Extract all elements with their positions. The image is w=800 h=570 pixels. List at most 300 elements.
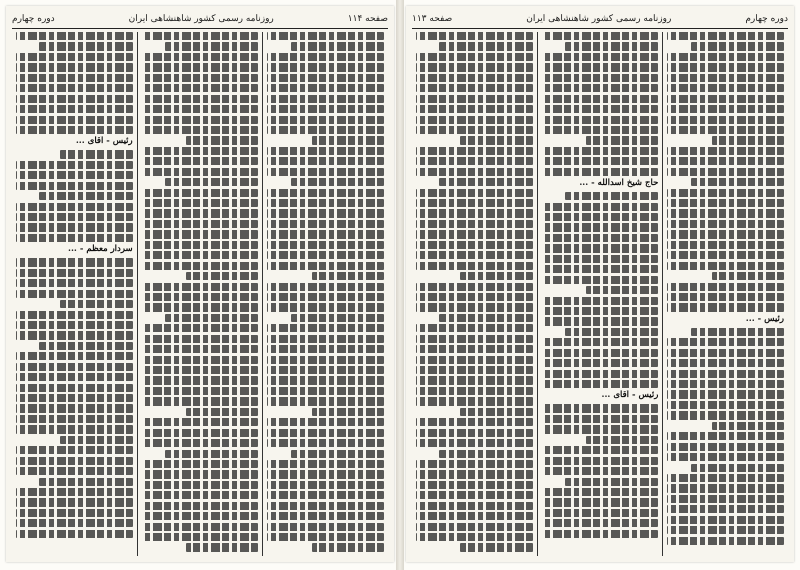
text-line <box>416 512 533 520</box>
text-line <box>16 509 133 517</box>
text-line <box>142 95 259 103</box>
text-line <box>291 178 384 186</box>
text-line <box>142 147 259 155</box>
left-page-title: روزنامه رسمی کشور شاهنشاهی ایران <box>128 14 274 24</box>
text-line <box>542 425 659 433</box>
text-line <box>667 157 784 165</box>
text-line <box>186 408 258 416</box>
text-line <box>542 519 659 527</box>
text-line <box>142 418 259 426</box>
text-line <box>267 523 384 531</box>
text-line <box>667 349 784 357</box>
text-line <box>16 116 133 124</box>
text-line <box>667 401 784 409</box>
text-line <box>542 509 659 517</box>
text-line <box>16 84 133 92</box>
text-line <box>267 376 384 384</box>
text-line <box>586 436 658 444</box>
text-line <box>542 223 659 231</box>
text-line <box>416 95 533 103</box>
text-line <box>667 537 784 545</box>
right-page-header <box>412 10 788 29</box>
text-line <box>16 182 133 190</box>
text-line <box>542 203 659 211</box>
text-line <box>312 408 384 416</box>
text-line <box>667 443 784 451</box>
text-line <box>165 314 258 322</box>
right-page-issue: دوره چهارم <box>745 14 788 24</box>
left-page-header <box>12 10 388 29</box>
right-column-2 <box>538 32 664 556</box>
text-line <box>439 42 532 50</box>
text-line <box>542 370 659 378</box>
text-line <box>416 84 533 92</box>
text-line <box>267 84 384 92</box>
text-line <box>667 32 784 40</box>
text-line <box>416 168 533 176</box>
text-line <box>16 384 133 392</box>
text-line <box>16 446 133 454</box>
text-line <box>460 543 532 551</box>
text-line <box>416 209 533 217</box>
text-line <box>667 199 784 207</box>
section-heading: حاج شیخ اسدالله - ... <box>579 178 659 189</box>
text-line <box>142 481 259 489</box>
text-line <box>312 272 384 280</box>
text-line <box>416 32 533 40</box>
text-line <box>667 168 784 176</box>
section-heading: رئیس - آقای ... <box>601 390 659 401</box>
text-line <box>312 543 384 551</box>
text-line <box>542 255 659 263</box>
text-line <box>186 543 258 551</box>
text-line <box>667 432 784 440</box>
text-line <box>416 63 533 71</box>
text-line <box>416 283 533 291</box>
text-line <box>542 244 659 252</box>
text-line <box>416 533 533 541</box>
text-line <box>586 136 658 144</box>
text-line <box>142 189 259 197</box>
text-line <box>142 74 259 82</box>
text-line <box>16 467 133 475</box>
text-line <box>142 470 259 478</box>
text-line <box>460 408 532 416</box>
text-line <box>16 53 133 61</box>
text-line <box>267 262 384 270</box>
text-line <box>667 189 784 197</box>
text-line <box>16 311 133 319</box>
text-line <box>667 526 784 534</box>
text-line <box>416 429 533 437</box>
text-line <box>542 147 659 155</box>
text-line <box>416 293 533 301</box>
text-line <box>16 95 133 103</box>
text-line <box>542 415 659 423</box>
text-line <box>267 126 384 134</box>
text-line <box>186 136 258 144</box>
text-line <box>267 335 384 343</box>
left-page-number: صفحه ۱۱۴ <box>347 14 388 24</box>
text-line <box>667 338 784 346</box>
text-line <box>142 303 259 311</box>
text-line <box>416 241 533 249</box>
text-line <box>16 404 133 412</box>
left-column-3 <box>12 32 138 556</box>
text-line <box>142 32 259 40</box>
text-line <box>667 484 784 492</box>
text-line <box>142 512 259 520</box>
text-line <box>691 328 784 336</box>
text-line <box>542 338 659 346</box>
text-line <box>416 147 533 155</box>
text-line <box>142 345 259 353</box>
text-line <box>16 279 133 287</box>
text-line <box>416 418 533 426</box>
text-line <box>16 373 133 381</box>
text-line <box>691 178 784 186</box>
text-line <box>267 397 384 405</box>
text-line <box>267 533 384 541</box>
text-line <box>267 345 384 353</box>
text-line <box>460 272 532 280</box>
left-page-columns <box>12 32 388 556</box>
text-line <box>142 376 259 384</box>
text-line <box>542 95 659 103</box>
text-line <box>142 105 259 113</box>
text-line <box>565 328 658 336</box>
text-line <box>142 251 259 259</box>
text-line <box>542 32 659 40</box>
text-line <box>142 241 259 249</box>
text-line <box>416 335 533 343</box>
text-line <box>16 290 133 298</box>
right-page-columns <box>412 32 788 556</box>
text-line <box>267 502 384 510</box>
text-line <box>667 380 784 388</box>
text-line <box>667 303 784 311</box>
text-line <box>667 495 784 503</box>
text-line <box>142 63 259 71</box>
text-line <box>267 220 384 228</box>
text-line <box>267 429 384 437</box>
text-line <box>267 105 384 113</box>
section-heading: سردار معظم - ... <box>68 244 133 255</box>
text-line <box>142 356 259 364</box>
text-line <box>291 314 384 322</box>
text-line <box>542 276 659 284</box>
text-line <box>267 481 384 489</box>
text-line <box>416 470 533 478</box>
text-line <box>542 317 659 325</box>
text-line <box>142 168 259 176</box>
text-line <box>165 450 258 458</box>
text-line <box>267 366 384 374</box>
text-line <box>542 297 659 305</box>
text-line <box>667 220 784 228</box>
text-line <box>416 220 533 228</box>
text-line <box>267 53 384 61</box>
text-line <box>16 530 133 538</box>
text-line <box>667 283 784 291</box>
text-line <box>542 105 659 113</box>
text-line <box>542 213 659 221</box>
text-line <box>142 53 259 61</box>
left-page-issue: دوره چهارم <box>12 14 55 24</box>
text-line <box>267 356 384 364</box>
text-line <box>542 74 659 82</box>
text-line <box>416 376 533 384</box>
right-column-1 <box>663 32 788 556</box>
text-line <box>565 192 658 200</box>
text-line <box>542 457 659 465</box>
text-line <box>667 505 784 513</box>
text-line <box>142 116 259 124</box>
text-line <box>142 199 259 207</box>
text-line <box>416 116 533 124</box>
text-line <box>267 293 384 301</box>
text-line <box>416 523 533 531</box>
text-line <box>460 136 532 144</box>
text-line <box>542 380 659 388</box>
text-line <box>416 126 533 134</box>
text-line <box>667 209 784 217</box>
text-line <box>16 269 133 277</box>
text-line <box>416 491 533 499</box>
text-line <box>667 516 784 524</box>
text-line <box>142 335 259 343</box>
text-line <box>142 429 259 437</box>
text-line <box>691 464 784 472</box>
text-line <box>416 189 533 197</box>
text-line <box>712 272 784 280</box>
text-line <box>542 349 659 357</box>
text-line <box>667 251 784 259</box>
text-line <box>267 189 384 197</box>
text-line <box>165 178 258 186</box>
text-line <box>667 126 784 134</box>
text-line <box>267 230 384 238</box>
text-line <box>16 203 133 211</box>
text-line <box>439 178 532 186</box>
text-line <box>291 450 384 458</box>
text-line <box>267 241 384 249</box>
text-line <box>16 363 133 371</box>
text-line <box>267 199 384 207</box>
text-line <box>416 460 533 468</box>
text-line <box>16 352 133 360</box>
left-column-1 <box>263 32 388 556</box>
text-line <box>16 161 133 169</box>
text-line <box>142 84 259 92</box>
text-line <box>267 116 384 124</box>
text-line <box>142 439 259 447</box>
text-line <box>16 415 133 423</box>
text-line <box>142 220 259 228</box>
text-line <box>267 491 384 499</box>
text-line <box>416 303 533 311</box>
text-line <box>16 223 133 231</box>
text-line <box>667 474 784 482</box>
text-line <box>16 32 133 40</box>
text-line <box>416 439 533 447</box>
text-line <box>267 303 384 311</box>
text-line <box>667 411 784 419</box>
text-line <box>142 366 259 374</box>
text-line <box>439 450 532 458</box>
text-line <box>267 95 384 103</box>
text-line <box>667 53 784 61</box>
text-line <box>416 251 533 259</box>
text-line <box>16 126 133 134</box>
text-line <box>542 168 659 176</box>
left-column-2 <box>138 32 264 556</box>
text-line <box>142 397 259 405</box>
text-line <box>16 74 133 82</box>
text-line <box>16 457 133 465</box>
right-page-number: صفحه ۱۱۳ <box>412 14 453 24</box>
text-line <box>416 262 533 270</box>
page-gutter <box>396 0 404 570</box>
text-line <box>16 321 133 329</box>
text-line <box>142 157 259 165</box>
right-page-title: روزنامه رسمی کشور شاهنشاهی ایران <box>526 14 672 24</box>
text-line <box>39 192 132 200</box>
text-line <box>416 387 533 395</box>
text-line <box>16 488 133 496</box>
text-line <box>565 478 658 486</box>
text-line <box>142 460 259 468</box>
text-line <box>542 359 659 367</box>
text-line <box>267 324 384 332</box>
text-line <box>16 425 133 433</box>
text-line <box>16 171 133 179</box>
section-heading: رئیس - ... <box>745 313 784 324</box>
text-line <box>416 157 533 165</box>
text-line <box>416 366 533 374</box>
text-line <box>542 116 659 124</box>
text-line <box>267 74 384 82</box>
text-line <box>667 390 784 398</box>
right-page <box>406 6 794 562</box>
right-column-3 <box>412 32 538 556</box>
text-line <box>16 258 133 266</box>
text-line <box>712 136 784 144</box>
text-line <box>142 533 259 541</box>
text-line <box>60 300 132 308</box>
text-line <box>542 53 659 61</box>
text-line <box>60 436 132 444</box>
text-line <box>16 331 133 339</box>
text-line <box>667 63 784 71</box>
text-line <box>542 404 659 412</box>
text-line <box>712 422 784 430</box>
text-line <box>542 265 659 273</box>
text-line <box>667 147 784 155</box>
text-line <box>667 293 784 301</box>
text-line <box>542 467 659 475</box>
left-page <box>6 6 394 562</box>
text-line <box>416 230 533 238</box>
text-line <box>416 502 533 510</box>
text-line <box>565 42 658 50</box>
text-line <box>542 488 659 496</box>
text-line <box>16 519 133 527</box>
text-line <box>267 147 384 155</box>
text-line <box>267 439 384 447</box>
text-line <box>267 168 384 176</box>
text-line <box>142 491 259 499</box>
text-line <box>667 116 784 124</box>
text-line <box>16 105 133 113</box>
text-line <box>142 502 259 510</box>
text-line <box>542 307 659 315</box>
text-line <box>267 460 384 468</box>
text-line <box>667 74 784 82</box>
text-line <box>542 446 659 454</box>
text-line <box>142 324 259 332</box>
text-line <box>142 230 259 238</box>
text-line <box>542 84 659 92</box>
text-line <box>267 418 384 426</box>
text-line <box>416 324 533 332</box>
text-line <box>667 95 784 103</box>
text-line <box>667 262 784 270</box>
text-line <box>542 157 659 165</box>
text-line <box>267 387 384 395</box>
text-line <box>416 397 533 405</box>
text-line <box>667 241 784 249</box>
text-line <box>142 283 259 291</box>
text-line <box>416 199 533 207</box>
text-line <box>542 234 659 242</box>
text-line <box>416 53 533 61</box>
text-line <box>16 234 133 242</box>
text-line <box>16 394 133 402</box>
text-line <box>416 345 533 353</box>
text-line <box>439 314 532 322</box>
text-line <box>142 387 259 395</box>
text-line <box>312 136 384 144</box>
text-line <box>667 105 784 113</box>
text-line <box>667 370 784 378</box>
text-line <box>186 272 258 280</box>
text-line <box>542 530 659 538</box>
text-line <box>586 286 658 294</box>
text-line <box>165 42 258 50</box>
text-line <box>142 293 259 301</box>
text-line <box>416 74 533 82</box>
text-line <box>267 251 384 259</box>
text-line <box>667 230 784 238</box>
text-line <box>267 283 384 291</box>
text-line <box>542 126 659 134</box>
text-line <box>142 262 259 270</box>
section-heading: رئیس - آقای ... <box>75 136 133 147</box>
text-line <box>267 209 384 217</box>
text-line <box>39 342 132 350</box>
text-line <box>291 42 384 50</box>
text-line <box>142 523 259 531</box>
text-line <box>267 512 384 520</box>
text-line <box>267 470 384 478</box>
text-line <box>39 478 132 486</box>
text-line <box>542 63 659 71</box>
text-line <box>267 32 384 40</box>
text-line <box>39 42 132 50</box>
text-line <box>416 105 533 113</box>
text-line <box>142 209 259 217</box>
